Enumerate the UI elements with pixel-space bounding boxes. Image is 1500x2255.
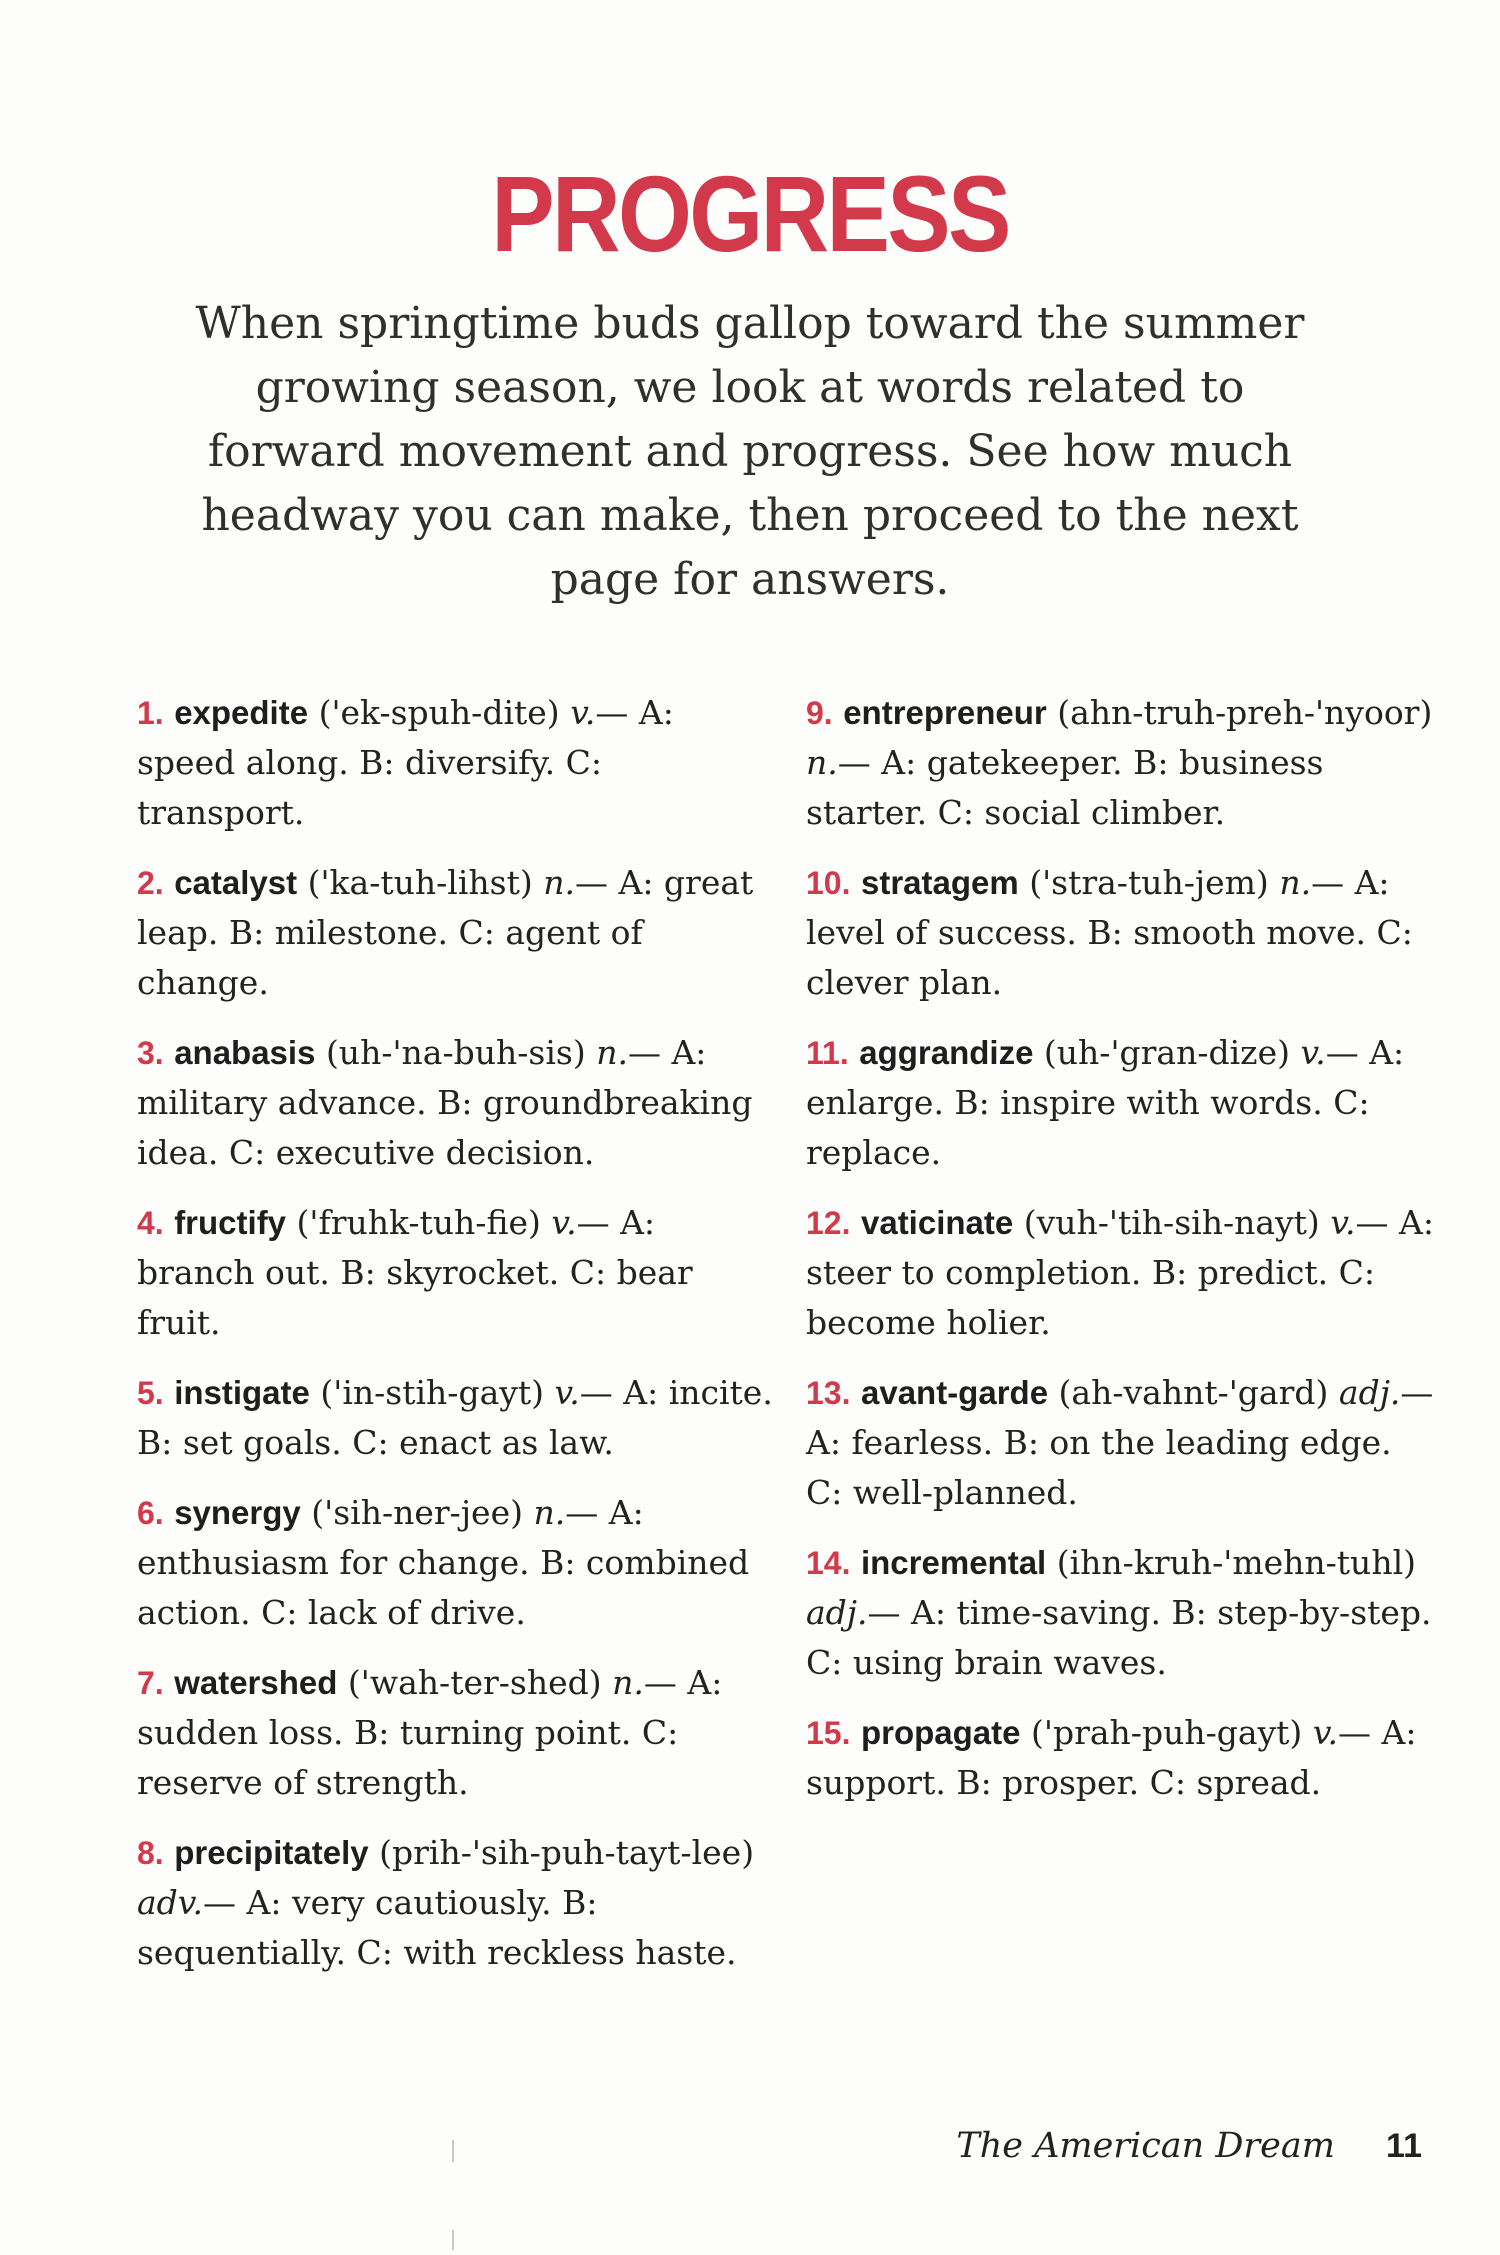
question-item: 14. incremental (ihn-kruh-'mehn-tuhl) adj.— A: time-saving. B: step-by-step. C: using brain waves.	[806, 1543, 1432, 1682]
pronunciation: (uh-'na-buh-sis)	[325, 1033, 586, 1072]
answer-choices: A: enthusiasm for change. B: combined action. C: lack of drive.	[137, 1493, 750, 1632]
question-word: watershed	[174, 1664, 338, 1701]
question-word: fructify	[174, 1204, 287, 1241]
pronunciation: ('sih-ner-jee)	[311, 1493, 523, 1532]
question-word: stratagem	[860, 864, 1019, 901]
scan-mark	[452, 2140, 454, 2162]
question-number: 15.	[806, 1715, 851, 1751]
page-footer	[956, 2126, 1422, 2166]
answer-choices: A: steer to completion. B: predict. C: become holier.	[806, 1203, 1434, 1342]
question-word: aggrandize	[859, 1034, 1034, 1071]
question-word: synergy	[174, 1494, 301, 1531]
part-of-speech: v.	[1312, 1713, 1339, 1752]
pronunciation: (vuh-'tih-sih-nayt)	[1023, 1203, 1320, 1242]
question-item: 9. entrepreneur (ahn-truh-preh-'nyoor) n.— A: gatekeeper. B: business starter. C: social climber.	[806, 693, 1433, 832]
question-number: 13.	[806, 1375, 851, 1411]
question-word: vaticinate	[860, 1204, 1014, 1241]
pronunciation: (prih-'sih-puh-tayt-lee)	[379, 1833, 755, 1872]
pronunciation: (uh-'gran-dize)	[1043, 1033, 1290, 1072]
part-of-speech: n.	[533, 1493, 566, 1532]
pronunciation: ('ek-spuh-dite)	[318, 693, 560, 732]
question-number: 3.	[137, 1035, 164, 1071]
page-title: PROGRESS	[491, 153, 1009, 274]
questions-left-column	[137, 688, 777, 1998]
question-item: 7. watershed ('wah-ter-shed) n.— A: sudden loss. B: turning point. C: reserve of strength.	[137, 1663, 723, 1802]
answer-choices: A: time-saving. B: step-by-step. C: using brain waves.	[806, 1593, 1432, 1682]
part-of-speech: n.	[612, 1663, 644, 1702]
part-of-speech: adj.	[806, 1593, 868, 1632]
question-number: 2.	[137, 865, 164, 901]
part-of-speech: v.	[551, 1203, 577, 1242]
pronunciation: (ah-vahnt-'gard)	[1058, 1373, 1329, 1412]
question-number: 6.	[137, 1495, 164, 1531]
question-item: 5. instigate ('in-stih-gayt) v.— A: incite. B: set goals. C: enact as law.	[137, 1373, 773, 1462]
question-number: 4.	[137, 1205, 164, 1241]
question-item: 12. vaticinate (vuh-'tih-sih-nayt) v.— A: steer to completion. B: predict. C: become holier.	[806, 1203, 1434, 1342]
part-of-speech: v.	[1330, 1203, 1356, 1242]
question-item: 6. synergy ('sih-ner-jee) n.— A: enthusiasm for change. B: combined action. C: lack of drive.	[137, 1493, 750, 1632]
pronunciation: ('prah-puh-gayt)	[1031, 1713, 1303, 1752]
answer-choices: A: military advance. B: groundbreaking idea. C: executive decision.	[137, 1033, 753, 1172]
magazine-name: The American Dream	[956, 2126, 1335, 2166]
part-of-speech: n.	[543, 863, 575, 902]
pronunciation: ('in-stih-gayt)	[320, 1373, 545, 1412]
question-number: 11.	[806, 1035, 849, 1071]
question-word: entrepreneur	[843, 694, 1047, 731]
question-number: 14.	[806, 1545, 851, 1581]
question-word: avant-garde	[860, 1374, 1049, 1411]
question-word: anabasis	[174, 1034, 316, 1071]
part-of-speech: adv.	[137, 1883, 204, 1922]
question-word: catalyst	[174, 864, 298, 901]
page-number: 11	[1386, 2127, 1422, 2165]
answer-choices: A: incite. B: set goals. C: enact as law.	[137, 1373, 773, 1462]
answer-choices: A: support. B: prosper. C: spread.	[806, 1713, 1417, 1802]
answer-choices: A: sudden loss. B: turning point. C: reserve of strength.	[137, 1663, 723, 1802]
answer-choices: A: branch out. B: skyrocket. C: bear fruit.	[137, 1203, 693, 1342]
part-of-speech: n.	[806, 743, 838, 782]
part-of-speech: v.	[1300, 1033, 1326, 1072]
question-word: incremental	[860, 1544, 1047, 1581]
part-of-speech: n.	[1279, 863, 1312, 902]
question-item: 15. propagate ('prah-puh-gayt) v.— A: support. B: prosper. C: spread.	[806, 1713, 1417, 1802]
question-item: 4. fructify ('fruhk-tuh-fie) v.— A: branch out. B: skyrocket. C: bear fruit.	[137, 1203, 693, 1342]
question-number: 7.	[137, 1665, 164, 1701]
question-number: 1.	[137, 695, 164, 731]
question-item: 1. expedite ('ek-spuh-dite) v.— A: speed along. B: diversify. C: transport.	[137, 693, 674, 832]
question-number: 10.	[806, 865, 851, 901]
question-number: 8.	[137, 1835, 164, 1871]
answer-choices: A: gatekeeper. B: business starter. C: social climber.	[806, 743, 1324, 832]
question-item: 13. avant-garde (ah-vahnt-'gard) adj.— A: fearless. B: on the leading edge. C: well-planned.	[806, 1373, 1434, 1512]
part-of-speech: v.	[554, 1373, 580, 1412]
question-item: 8. precipitately (prih-'sih-puh-tayt-lee) adv.— A: very cautiously. B: sequentially. C: with reckless haste.	[137, 1833, 755, 1972]
question-item: 11. aggrandize (uh-'gran-dize) v.— A: enlarge. B: inspire with words. C: replace.	[806, 1033, 1405, 1172]
scan-mark	[452, 2230, 454, 2250]
pronunciation: (ihn-kruh-'mehn-tuhl)	[1056, 1543, 1416, 1582]
question-item: 2. catalyst ('ka-tuh-lihst) n.— A: great leap. B: milestone. C: agent of change.	[137, 863, 754, 1002]
pronunciation: ('wah-ter-shed)	[347, 1663, 602, 1702]
answer-choices: A: speed along. B: diversify. C: transport.	[137, 693, 674, 832]
question-word: instigate	[174, 1374, 310, 1411]
answer-choices: A: level of success. B: smooth move. C: clever plan.	[806, 863, 1413, 1002]
answer-choices: A: great leap. B: milestone. C: agent of change.	[137, 863, 754, 1002]
answer-choices: A: enlarge. B: inspire with words. C: replace.	[806, 1033, 1405, 1172]
pronunciation: ('ka-tuh-lihst)	[307, 863, 533, 902]
intro-paragraph: When springtime buds gallop toward the summer growing season, we look at words related to forward movement and progress. See how much headway you can make, then proceed to the next page for answers.	[195, 298, 1305, 605]
question-number: 9.	[806, 695, 833, 731]
question-word: precipitately	[174, 1834, 369, 1871]
question-item: 10. stratagem ('stra-tuh-jem) n.— A: level of success. B: smooth move. C: clever plan.	[806, 863, 1413, 1002]
part-of-speech: adj.	[1338, 1373, 1401, 1412]
questions-right-column	[806, 688, 1436, 1828]
question-word: propagate	[860, 1714, 1021, 1751]
pronunciation: ('fruhk-tuh-fie)	[296, 1203, 541, 1242]
part-of-speech: v.	[570, 693, 596, 732]
pronunciation: ('stra-tuh-jem)	[1029, 863, 1269, 902]
answer-choices: A: very cautiously. B: sequentially. C: with reckless haste.	[137, 1883, 737, 1972]
question-item: 3. anabasis (uh-'na-buh-sis) n.— A: military advance. B: groundbreaking idea. C: executive decision.	[137, 1033, 753, 1172]
part-of-speech: n.	[596, 1033, 628, 1072]
pronunciation: (ahn-truh-preh-'nyoor)	[1057, 693, 1433, 732]
answer-choices: A: fearless. B: on the leading edge. C: well-planned.	[806, 1423, 1392, 1512]
question-number: 5.	[137, 1375, 164, 1411]
question-number: 12.	[806, 1205, 851, 1241]
question-word: expedite	[174, 694, 309, 731]
